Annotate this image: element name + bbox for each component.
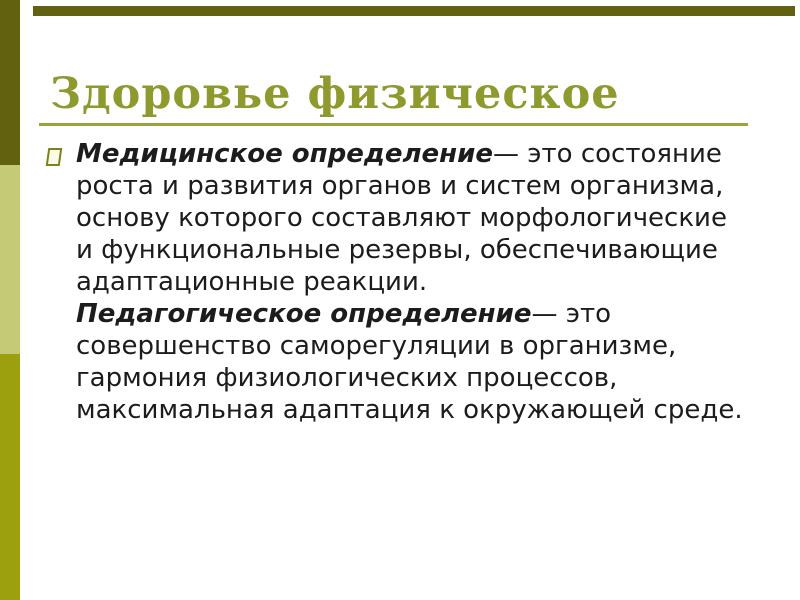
- definition-text: — это состояние: [492, 139, 722, 169]
- body-line: роста и развития органов и систем организма,: [76, 171, 724, 201]
- body-line: максимальная адаптация к окружающей среде.: [76, 395, 743, 425]
- body-line: совершенство саморегуляции в организме,: [76, 331, 677, 361]
- definition-text: — это: [531, 299, 612, 329]
- body-line: [76, 298, 790, 330]
- definition-term: Педагогическое определение: [76, 299, 532, 329]
- left-accent-bar-segment-dark: [0, 0, 20, 165]
- slide-title: Здоровье физическое: [50, 69, 620, 119]
- left-accent-bar-segment-mid: [0, 354, 20, 600]
- title-underline-rule: [39, 123, 748, 126]
- body-line: гармония физиологических процессов,: [76, 363, 618, 393]
- top-accent-bar: [33, 6, 795, 16]
- left-accent-bar-segment-light: [0, 165, 20, 354]
- body-line: и функциональные резервы, обеспечивающие: [76, 235, 718, 265]
- body-line: адаптационные реакции.: [76, 267, 428, 297]
- slide-body-text: [76, 138, 790, 426]
- body-line: [76, 138, 790, 170]
- square-bullet-icon: [46, 148, 63, 166]
- body-line: основу которого составляют морфологические: [76, 203, 727, 233]
- definition-term: Медицинское определение: [76, 139, 493, 169]
- left-accent-bar: [0, 0, 20, 600]
